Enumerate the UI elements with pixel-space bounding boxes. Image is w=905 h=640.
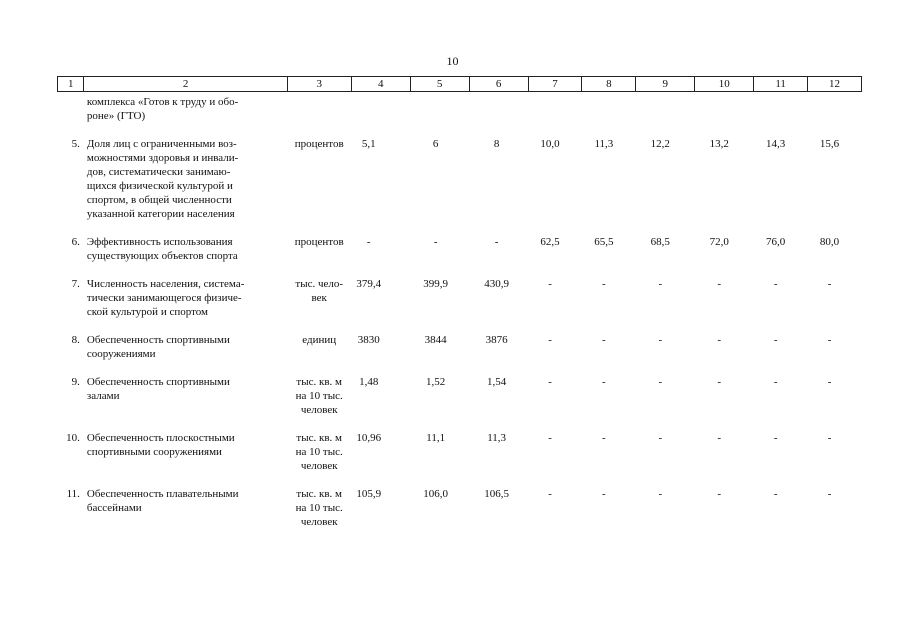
empty-cell (582, 92, 636, 124)
value-col-6: - (494, 236, 499, 248)
spacer-cell (58, 473, 862, 487)
row-number: 7. (71, 278, 80, 290)
indicator-name-line: щихся физической культурой и (86, 180, 233, 192)
empty-cell (695, 92, 754, 124)
value-col-7: 62,5 (540, 236, 560, 248)
value-col-4: 3830 (357, 334, 380, 346)
indicator-name-line: Обеспеченность плоскостными (86, 432, 235, 444)
unit-of-measure-line: человек (300, 516, 338, 528)
indicator-name-line: Обеспеченность плавательными (86, 488, 239, 500)
value-col-4: - (366, 236, 371, 248)
spacer-cell (58, 319, 862, 333)
unit-of-measure-line: человек (300, 460, 338, 472)
value-col-12: - (827, 432, 832, 444)
unit-of-measure-line: процентов (294, 236, 344, 248)
unit-of-measure-line: на 10 тыс. (295, 390, 343, 402)
table-row-continuation (58, 92, 862, 124)
row-number: 10. (66, 432, 80, 444)
indicator-name-line: залами (86, 390, 120, 402)
column-header-8: 8 (582, 77, 636, 92)
value-col-11: - (773, 278, 778, 290)
value-col-10: - (717, 376, 722, 388)
value-col-7: 10,0 (540, 138, 560, 150)
empty-cell (469, 92, 528, 124)
value-col-10: - (717, 278, 722, 290)
spacer-cell (58, 417, 862, 431)
empty-cell (287, 92, 351, 124)
value-col-4: 105,9 (356, 488, 382, 500)
value-col-11: 14,3 (766, 138, 786, 150)
value-col-11: - (773, 334, 778, 346)
value-col-6: 8 (493, 138, 500, 150)
value-col-7: - (548, 488, 552, 500)
value-col-10: 72,0 (709, 236, 729, 248)
column-header-5: 5 (410, 77, 469, 92)
value-col-8: - (602, 376, 606, 388)
column-header-10: 10 (695, 77, 754, 92)
value-col-9: - (658, 376, 663, 388)
value-col-11: - (773, 488, 778, 500)
unit-of-measure (287, 487, 351, 529)
value-col-7: - (548, 376, 552, 388)
spacer-cell (58, 263, 862, 277)
empty-cell (528, 92, 582, 124)
unit-of-measure (287, 137, 351, 221)
indicator-name (84, 375, 287, 417)
column-header-4: 4 (351, 77, 410, 92)
table-row (58, 277, 862, 319)
indicator-name (84, 235, 287, 263)
value-col-8: 65,5 (594, 236, 614, 248)
column-header-3: 3 (287, 77, 351, 92)
value-col-5: 106,0 (423, 488, 449, 500)
value-col-9: 12,2 (650, 138, 670, 150)
value-col-7: - (548, 278, 552, 290)
value-col-5: 1,52 (426, 376, 446, 388)
unit-of-measure-line: человек (300, 404, 338, 416)
indicator-name-line: ской культурой и спортом (86, 306, 208, 318)
unit-of-measure-line: тыс. кв. м (296, 376, 343, 388)
row-spacer (58, 263, 862, 277)
unit-of-measure-line: на 10 тыс. (295, 446, 343, 458)
indicator-name-line: дов, систематически занимаю- (86, 166, 231, 178)
indicator-name-line: Эффективность использования (86, 236, 233, 248)
indicator-name-line: Доля лиц с ограниченными воз- (86, 138, 237, 150)
table-row (58, 375, 862, 417)
indicator-name-line: можностями здоровья и инвали- (86, 152, 239, 164)
value-col-6: 11,3 (487, 432, 507, 444)
value-col-9: 68,5 (650, 236, 670, 248)
value-col-10: - (717, 334, 722, 346)
empty-cell (636, 92, 695, 124)
unit-of-measure (287, 431, 351, 473)
value-col-12: - (827, 488, 832, 500)
column-number-row (58, 77, 862, 92)
unit-of-measure-line: на 10 тыс. (295, 502, 343, 514)
row-number: 5. (71, 138, 80, 150)
empty-cell (351, 92, 410, 124)
table-body (58, 92, 862, 530)
indicator-name (84, 431, 287, 473)
unit-of-measure-line: процентов (294, 138, 344, 150)
unit-of-measure (287, 235, 351, 263)
value-col-10: 13,2 (709, 138, 729, 150)
empty-cell (410, 92, 469, 124)
value-col-12: - (827, 334, 832, 346)
unit-of-measure-line: тыс. кв. м (296, 488, 343, 500)
empty-cell (808, 92, 862, 124)
value-col-5: 11,1 (426, 432, 446, 444)
table-row (58, 333, 862, 361)
unit-of-measure-line: единиц (302, 334, 337, 346)
unit-of-measure-line: тыс. чело- (295, 278, 344, 290)
column-header-12: 12 (808, 77, 862, 92)
unit-of-measure-line: век (311, 292, 327, 304)
table-row (58, 137, 862, 221)
indicator-name (84, 277, 287, 319)
row-spacer (58, 473, 862, 487)
indicator-name-line: Обеспеченность спортивными (86, 376, 230, 388)
value-col-4: 379,4 (356, 278, 382, 290)
value-col-10: - (717, 432, 722, 444)
value-col-11: - (773, 376, 778, 388)
value-col-7: - (548, 432, 552, 444)
value-col-5: 399,9 (423, 278, 449, 290)
row-number: 9. (71, 376, 80, 388)
value-col-12: - (827, 376, 832, 388)
value-col-5: 6 (432, 138, 439, 150)
indicator-name-line: спортом, в общей численности (86, 194, 232, 206)
value-col-12: - (827, 278, 832, 290)
value-col-4: 1,48 (359, 376, 379, 388)
value-col-6: 106,5 (484, 488, 509, 500)
row-spacer (58, 319, 862, 333)
value-col-6: 430,9 (484, 278, 509, 290)
value-col-4: 10,96 (356, 432, 382, 444)
table-row (58, 235, 862, 263)
column-header-1: 1 (58, 77, 84, 92)
value-col-8: - (602, 488, 606, 500)
value-col-8: - (602, 432, 606, 444)
value-col-8: - (602, 278, 606, 290)
value-col-11: 76,0 (766, 236, 786, 248)
unit-of-measure (287, 333, 351, 361)
value-col-11: - (773, 432, 778, 444)
row-spacer (58, 123, 862, 137)
unit-of-measure (287, 277, 351, 319)
value-col-7: - (548, 334, 552, 346)
row-number: 11. (66, 488, 80, 500)
indicator-name (84, 137, 287, 221)
indicator-name-line: Обеспеченность спортивными (86, 334, 230, 346)
value-col-10: - (717, 488, 722, 500)
value-col-12: 80,0 (819, 236, 840, 248)
indicator-name (84, 92, 287, 124)
unit-of-measure (287, 375, 351, 417)
indicator-name (84, 333, 287, 361)
row-spacer (58, 221, 862, 235)
value-col-8: 11,3 (594, 138, 614, 150)
spacer-cell (58, 221, 862, 235)
indicator-name-line: сооружениями (86, 348, 156, 360)
value-col-9: - (658, 278, 663, 290)
value-col-9: - (658, 432, 663, 444)
indicator-name-line: спортивными сооружениями (86, 446, 222, 458)
spacer-cell (58, 361, 862, 375)
indicator-name (84, 487, 287, 529)
column-header-6: 6 (469, 77, 528, 92)
value-col-8: - (602, 334, 606, 346)
indicator-name-line: указанной категории населения (86, 208, 235, 220)
indicator-name-line: бассейнами (86, 502, 142, 514)
empty-cell (754, 92, 808, 124)
value-col-5: 3844 (424, 334, 447, 346)
table-row (58, 431, 862, 473)
page-number: 10 (446, 54, 459, 68)
spacer-cell (58, 123, 862, 137)
value-col-12: 15,6 (819, 138, 840, 150)
value-col-9: - (658, 488, 663, 500)
row-number: 8. (71, 334, 80, 346)
value-col-5: - (433, 236, 438, 248)
unit-of-measure-line: тыс. кв. м (296, 432, 343, 444)
table-row (58, 487, 862, 529)
column-header-11: 11 (754, 77, 808, 92)
indicator-name-line: комплекса «Готов к труду и обо- (86, 96, 239, 108)
row-spacer (58, 417, 862, 431)
column-header-9: 9 (636, 77, 695, 92)
indicator-name-line: Численность населения, система- (86, 278, 245, 290)
indicator-name-line: тически занимающегося физиче- (86, 292, 242, 304)
row-spacer (58, 361, 862, 375)
value-col-9: - (658, 334, 663, 346)
indicator-name-line: существующих объектов спорта (86, 250, 238, 262)
empty-cell (58, 92, 84, 124)
value-col-6: 1,54 (486, 376, 507, 388)
value-col-4: 5,1 (361, 138, 376, 150)
row-number: 6. (71, 236, 80, 248)
indicator-name-line: роне» (ГТО) (86, 110, 146, 122)
column-header-2: 2 (84, 77, 287, 92)
indicators-table (57, 76, 862, 529)
column-header-7: 7 (528, 77, 582, 92)
value-col-6: 3876 (485, 334, 508, 346)
